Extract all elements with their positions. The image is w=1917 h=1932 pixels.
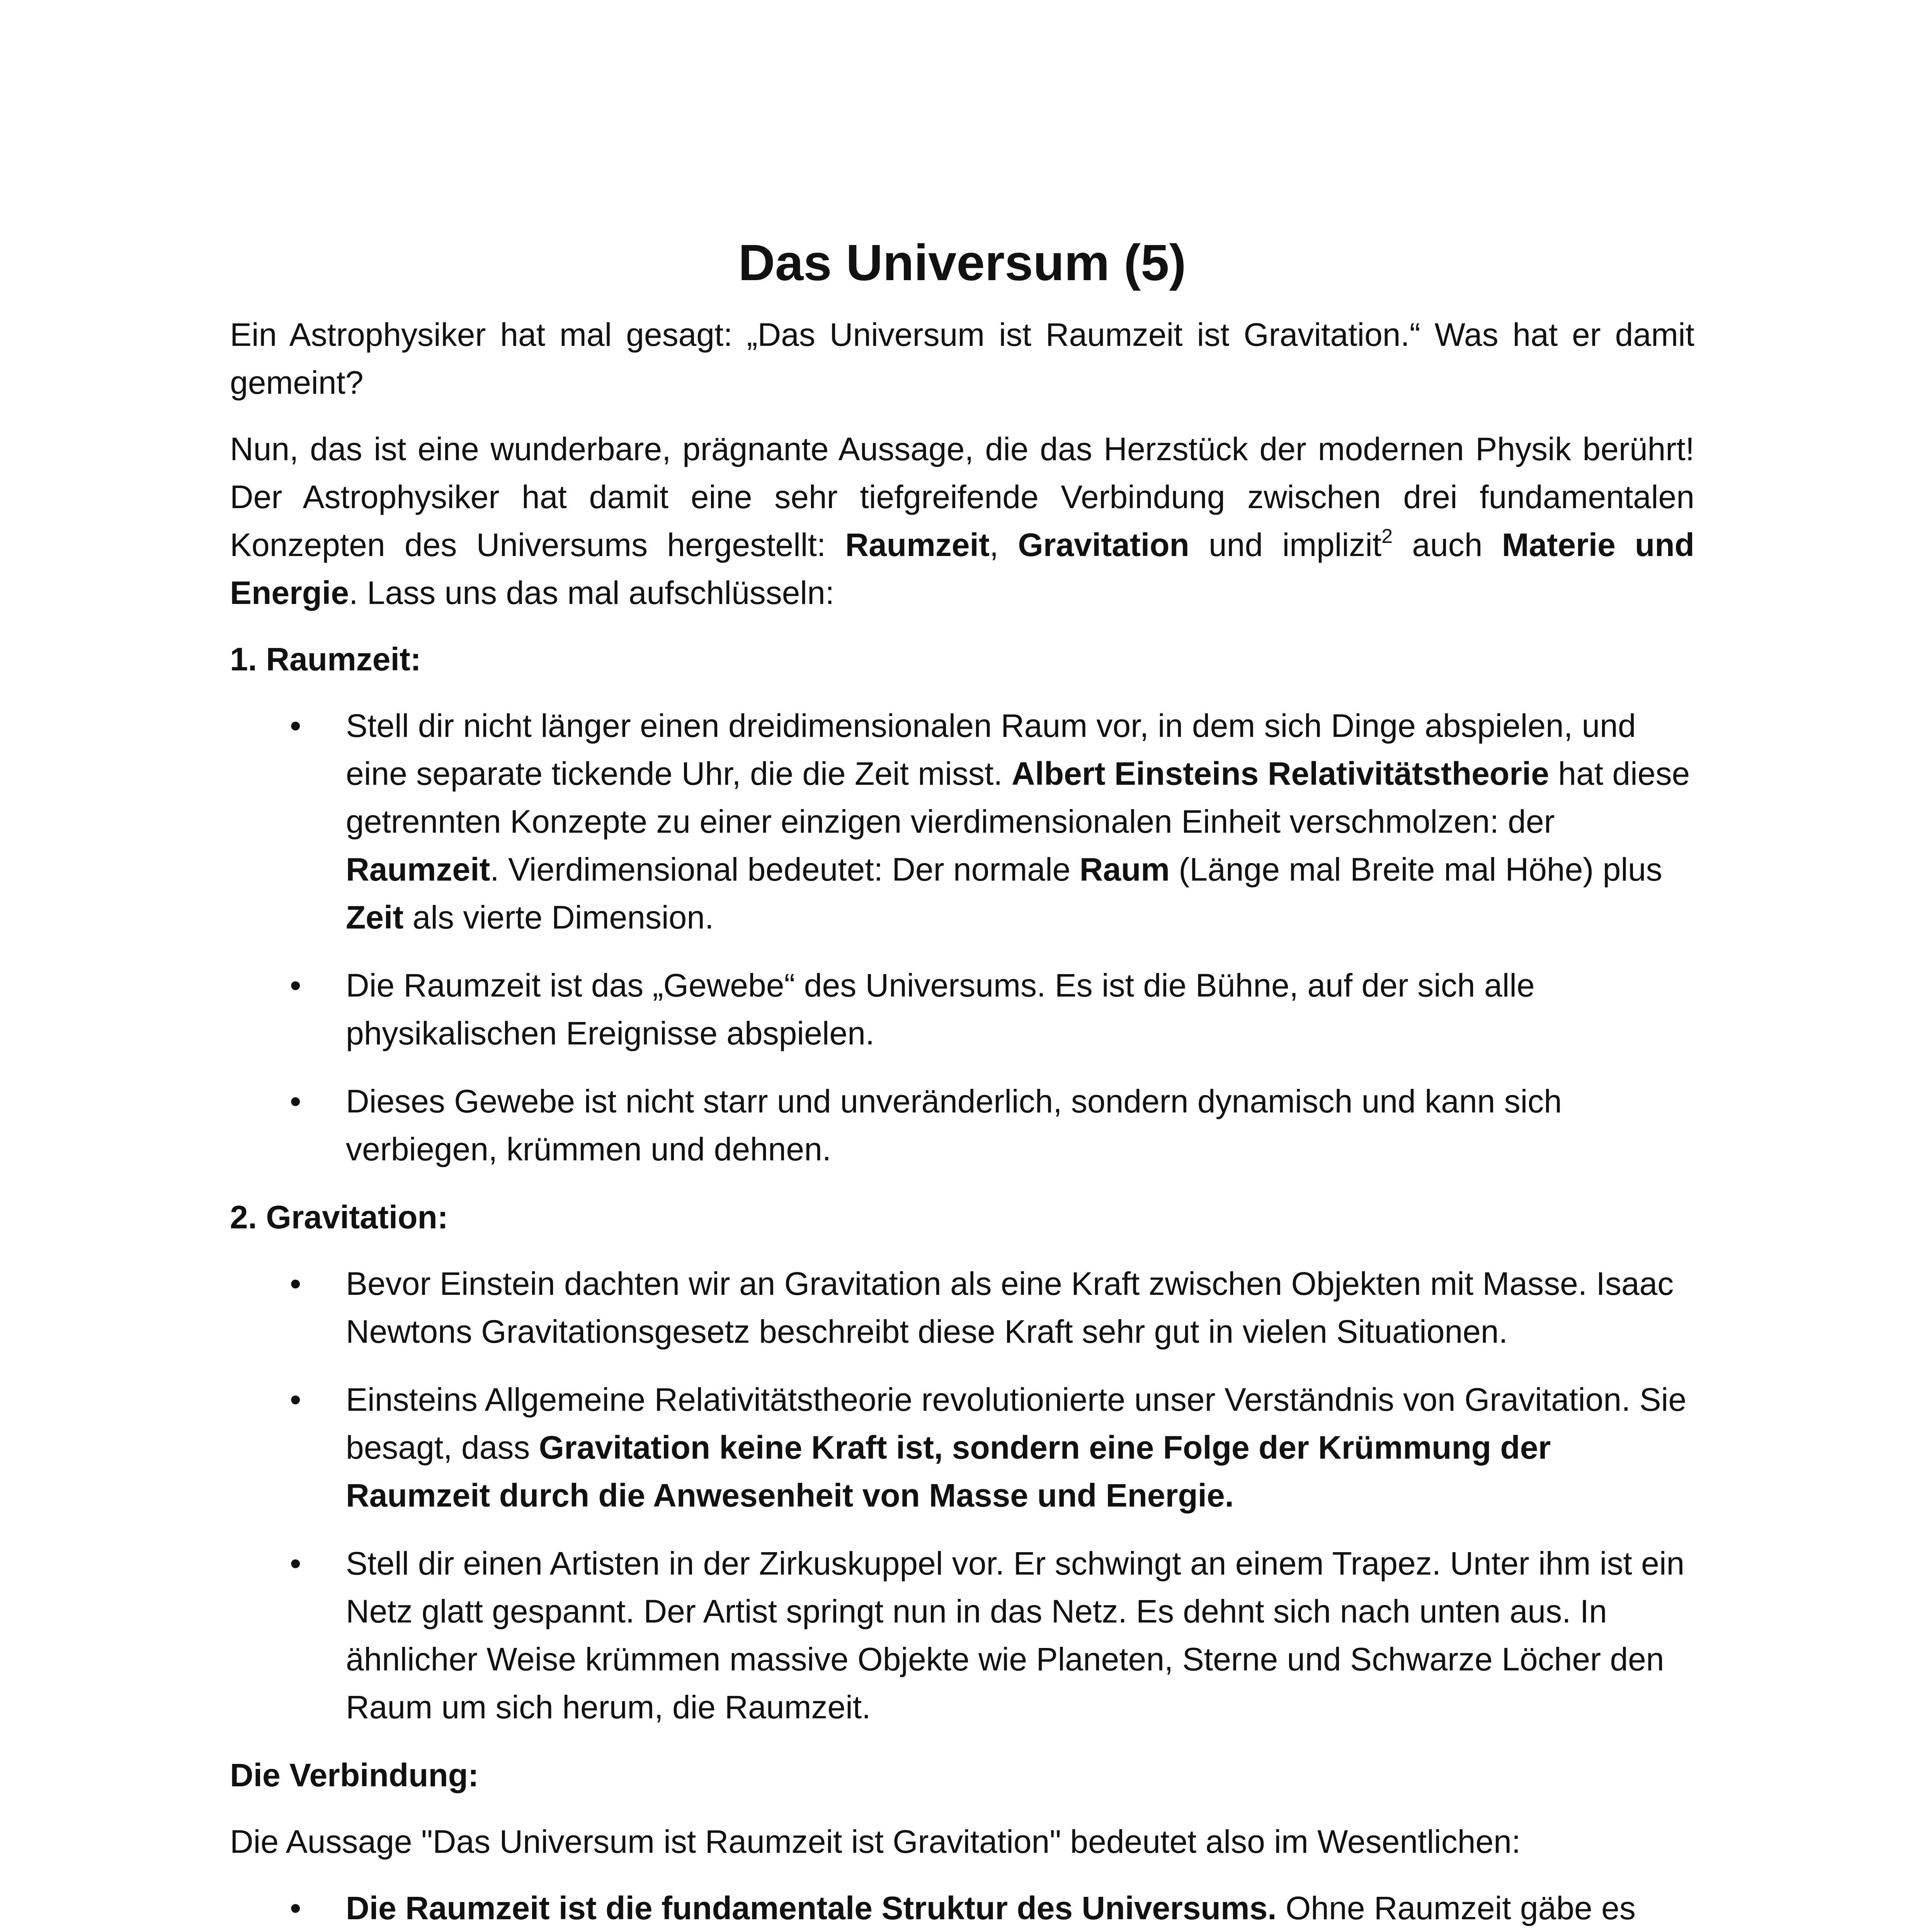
- term-materie-energie: Materie und Energie: [230, 527, 1694, 611]
- footnote-reference: 2: [1381, 525, 1393, 548]
- intro-question: Ein Astrophysiker hat mal gesagt: „Das Universum ist Raumzeit ist Gravitation.“ Was hat er damit gemeint?: [230, 316, 1694, 401]
- main-content: [230, 228, 1694, 1932]
- list-item: • Die Raumzeit ist die fundamentale Struktur des Universums. Ohne Raumzeit gäbe es: [346, 1884, 1694, 1932]
- list-item: • Einsteins Allgemeine Relativitätstheorie revolutionierte unser Verständnis von Gravitation. Sie besagt, dass Gravitation keine Kraft ist, sondern eine Folge der Krümmung der Raumzeit durch die Anwesenheit von Masse und Energie.: [346, 1376, 1694, 1519]
- list-item: • Die Raumzeit ist das „Gewebe“ des Universums. Es ist die Bühne, auf der sich alle physikalischen Ereignisse abspielen.: [346, 961, 1694, 1057]
- verbindung-lead: Die Aussage "Das Universum ist Raumzeit ist Gravitation" bedeutet also im Wesentlichen:: [230, 1823, 1521, 1860]
- gravitation-list: [230, 1260, 1694, 1731]
- term-gravitation: Gravitation: [1018, 527, 1189, 563]
- section-heading-gravitation: 2. Gravitation:: [230, 1199, 448, 1235]
- section-heading-raumzeit: 1. Raumzeit:: [230, 641, 421, 677]
- verbindung-list: [230, 1884, 1694, 1932]
- list-item: • Bevor Einstein dachten wir an Gravitation als eine Kraft zwischen Objekten mit Masse. Isaac Newtons Gravitationsgesetz beschreibt diese Kraft sehr gut in vielen Situationen.: [346, 1260, 1694, 1355]
- raumzeit-list: [230, 702, 1694, 1173]
- intro-answer: Nun, das ist eine wunderbare, prägnante Aussage, die das Herzstück der modernen Physik berührt! Der Astrophysiker hat damit eine sehr tiefgreifende Verbindung zwischen drei fundamentalen Konzepten des Universums hergestellt: Raumzeit, Gravitation und implizit$^2$ auch Materie und Energie. Lass uns das mal aufschlüsseln:: [230, 431, 1694, 611]
- list-item: • Dieses Gewebe ist nicht starr und unveränderlich, sondern dynamisch und kann sich verbiegen, krümmen und dehnen.: [346, 1077, 1694, 1173]
- section-heading-verbindung: Die Verbindung:: [230, 1757, 479, 1793]
- list-item: • Stell dir nicht länger einen dreidimensionalen Raum vor, in dem sich Dinge abspielen, und eine separate tickende Uhr, die die Zeit misst. Albert Einsteins Relativitätstheorie hat diese getrennten Konzepte zu einer einzigen vierdimensionalen Einheit verschmolzen: der Raumzeit. Vierdimensional bedeutet: Der normale Raum (Länge mal Breite mal Höhe) plus Zeit als vierte Dimension.: [346, 702, 1694, 941]
- page-title: Das Universum (5): [738, 234, 1186, 291]
- list-item: • Stell dir einen Artisten in der Zirkuskuppel vor. Er schwingt an einem Trapez. Unter ihm ist ein Netz glatt gespannt. Der Artist springt nun in das Netz. Es dehnt sich nach unten aus. In ähnlicher Weise krümmen massive Objekte wie Planeten, Sterne und Schwarze Löcher den Raum um sich herum, die Raumzeit.: [346, 1539, 1694, 1731]
- term-raumzeit: Raumzeit: [845, 527, 990, 563]
